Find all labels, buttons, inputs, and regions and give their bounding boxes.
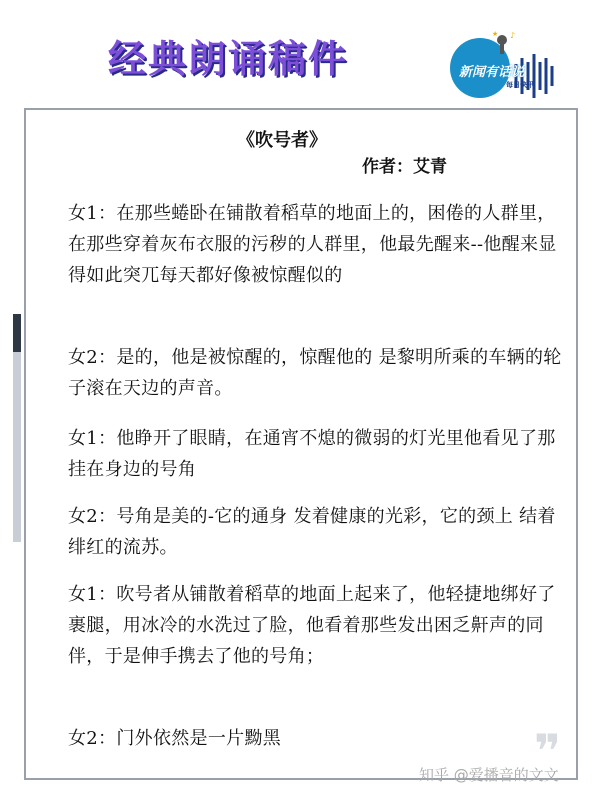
logo-subtext: 每日快讯 [506,81,534,89]
watermark: 知乎 @爱播音的文文 [419,766,559,784]
svg-text:♪: ♪ [510,31,516,40]
paragraph-2: 女2：是的，他是被惊醒的，惊醒他的 是黎明所乘的车辆的轮子滚在天边的声音。 [68,347,562,399]
paragraph-3: 女1：他睁开了眼睛，在通宵不熄的微弱的灯光里他看见了那挂在身边的号角 [68,428,556,480]
svg-text:★: ★ [492,30,499,38]
poem-author: 作者：艾青 [362,157,447,177]
paragraph-5: 女1：吹号者从铺散着稻草的地面上起来了，他轻捷地绑好了裹腿，用冰冷的水洗过了脸，他看着那些发出困乏鼾声的同伴，于是伸手携去了他的号角； [68,584,556,667]
poem-title: 《吹号者》 [237,130,327,151]
paragraph-4: 女2：号角是美的-它的通身 发着健康的光彩，它的颈上 结着绯红的流苏。 [68,506,556,558]
side-tab-light [13,352,21,542]
quote-mark-icon: ❞ [534,724,561,778]
paragraph-1: 女1：在那些蜷卧在铺散着稻草的地面上的，困倦的人群里，在那些穿着灰布衣服的污秽的人群里，他最先醒来--他醒来显得如此突兀每天都好像被惊醒似的 [68,203,557,286]
banner-title: 经典朗诵稿件 [108,37,349,81]
side-tab-dark [13,314,21,352]
logo-text: 新闻有话说 [459,65,525,80]
paragraph-6: 女2：门外依然是一片黝黑 [68,728,282,749]
